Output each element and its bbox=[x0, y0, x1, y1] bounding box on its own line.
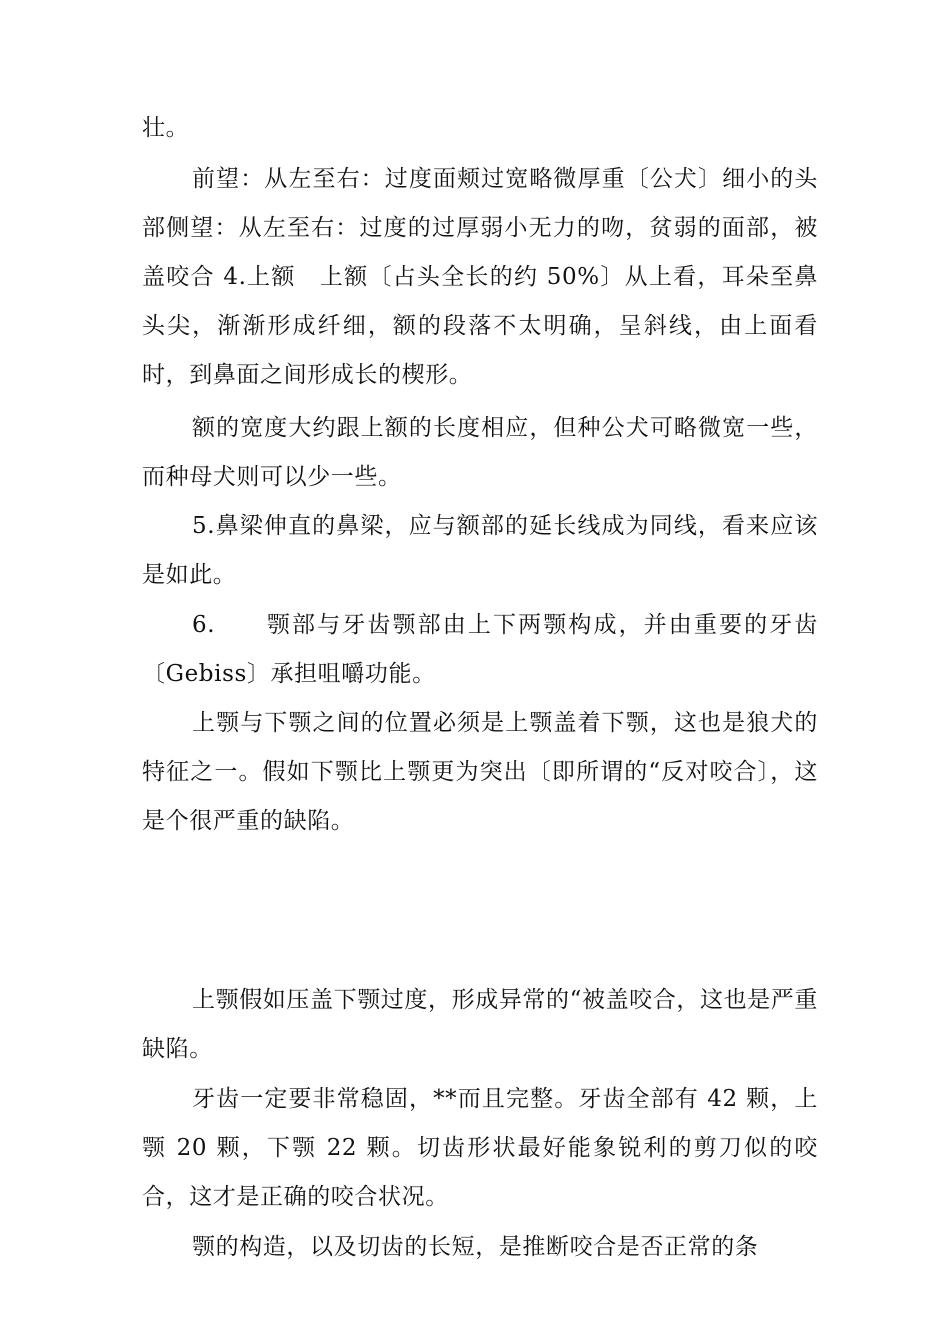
paragraph-3: 额的宽度大约跟上额的长度相应，但种公犬可略微宽一些，而种母犬则可以少一些。 bbox=[142, 415, 818, 490]
paragraph-2: 前望：从左至右：过度面颊过宽略微厚重〔公犬〕细小的头部侧望：从左至右：过度的过厚弱小无力的吻，贫弱的面部，被盖咬合 4.上额 上额〔占头全长的约 50%〕从上看，耳朵至鼻头尖，渐渐形成纤细，额的段落不太明确，呈斜线，由上面看时，到鼻面之间形成长的楔形。 bbox=[142, 166, 818, 388]
paragraph-4: 5.鼻梁伸直的鼻梁，应与额部的延长线成为同线，看来应该是如此。 bbox=[142, 513, 818, 588]
paragraph-1: 壮。 bbox=[142, 115, 190, 141]
paragraph-6: 上颚与下颚之间的位置必须是上颚盖着下颚，这也是狼犬的特征之一。假如下颚比上颚更为突出〔即所谓的“反对咬合〕，这是个很严重的缺陷。 bbox=[142, 710, 818, 834]
paragraph-7: 上颚假如压盖下颚过度，形成异常的“被盖咬合，这也是严重缺陷。 bbox=[142, 987, 818, 1062]
paragraph-9: 颚的构造，以及切齿的长短，是推断咬合是否正常的条 bbox=[192, 1234, 759, 1260]
paragraph-5: 6. 颚部与牙齿颚部由上下两颚构成，并由重要的牙齿〔Gebiss〕承担咀嚼功能。 bbox=[142, 612, 818, 687]
paragraph-8: 牙齿一定要非常稳固，**而且完整。牙齿全部有 42 颗，上颚 20 颗，下颚 22 颗。切齿形状最好能象锐利的剪刀似的咬合，这才是正确的咬合状况。 bbox=[142, 1086, 818, 1210]
